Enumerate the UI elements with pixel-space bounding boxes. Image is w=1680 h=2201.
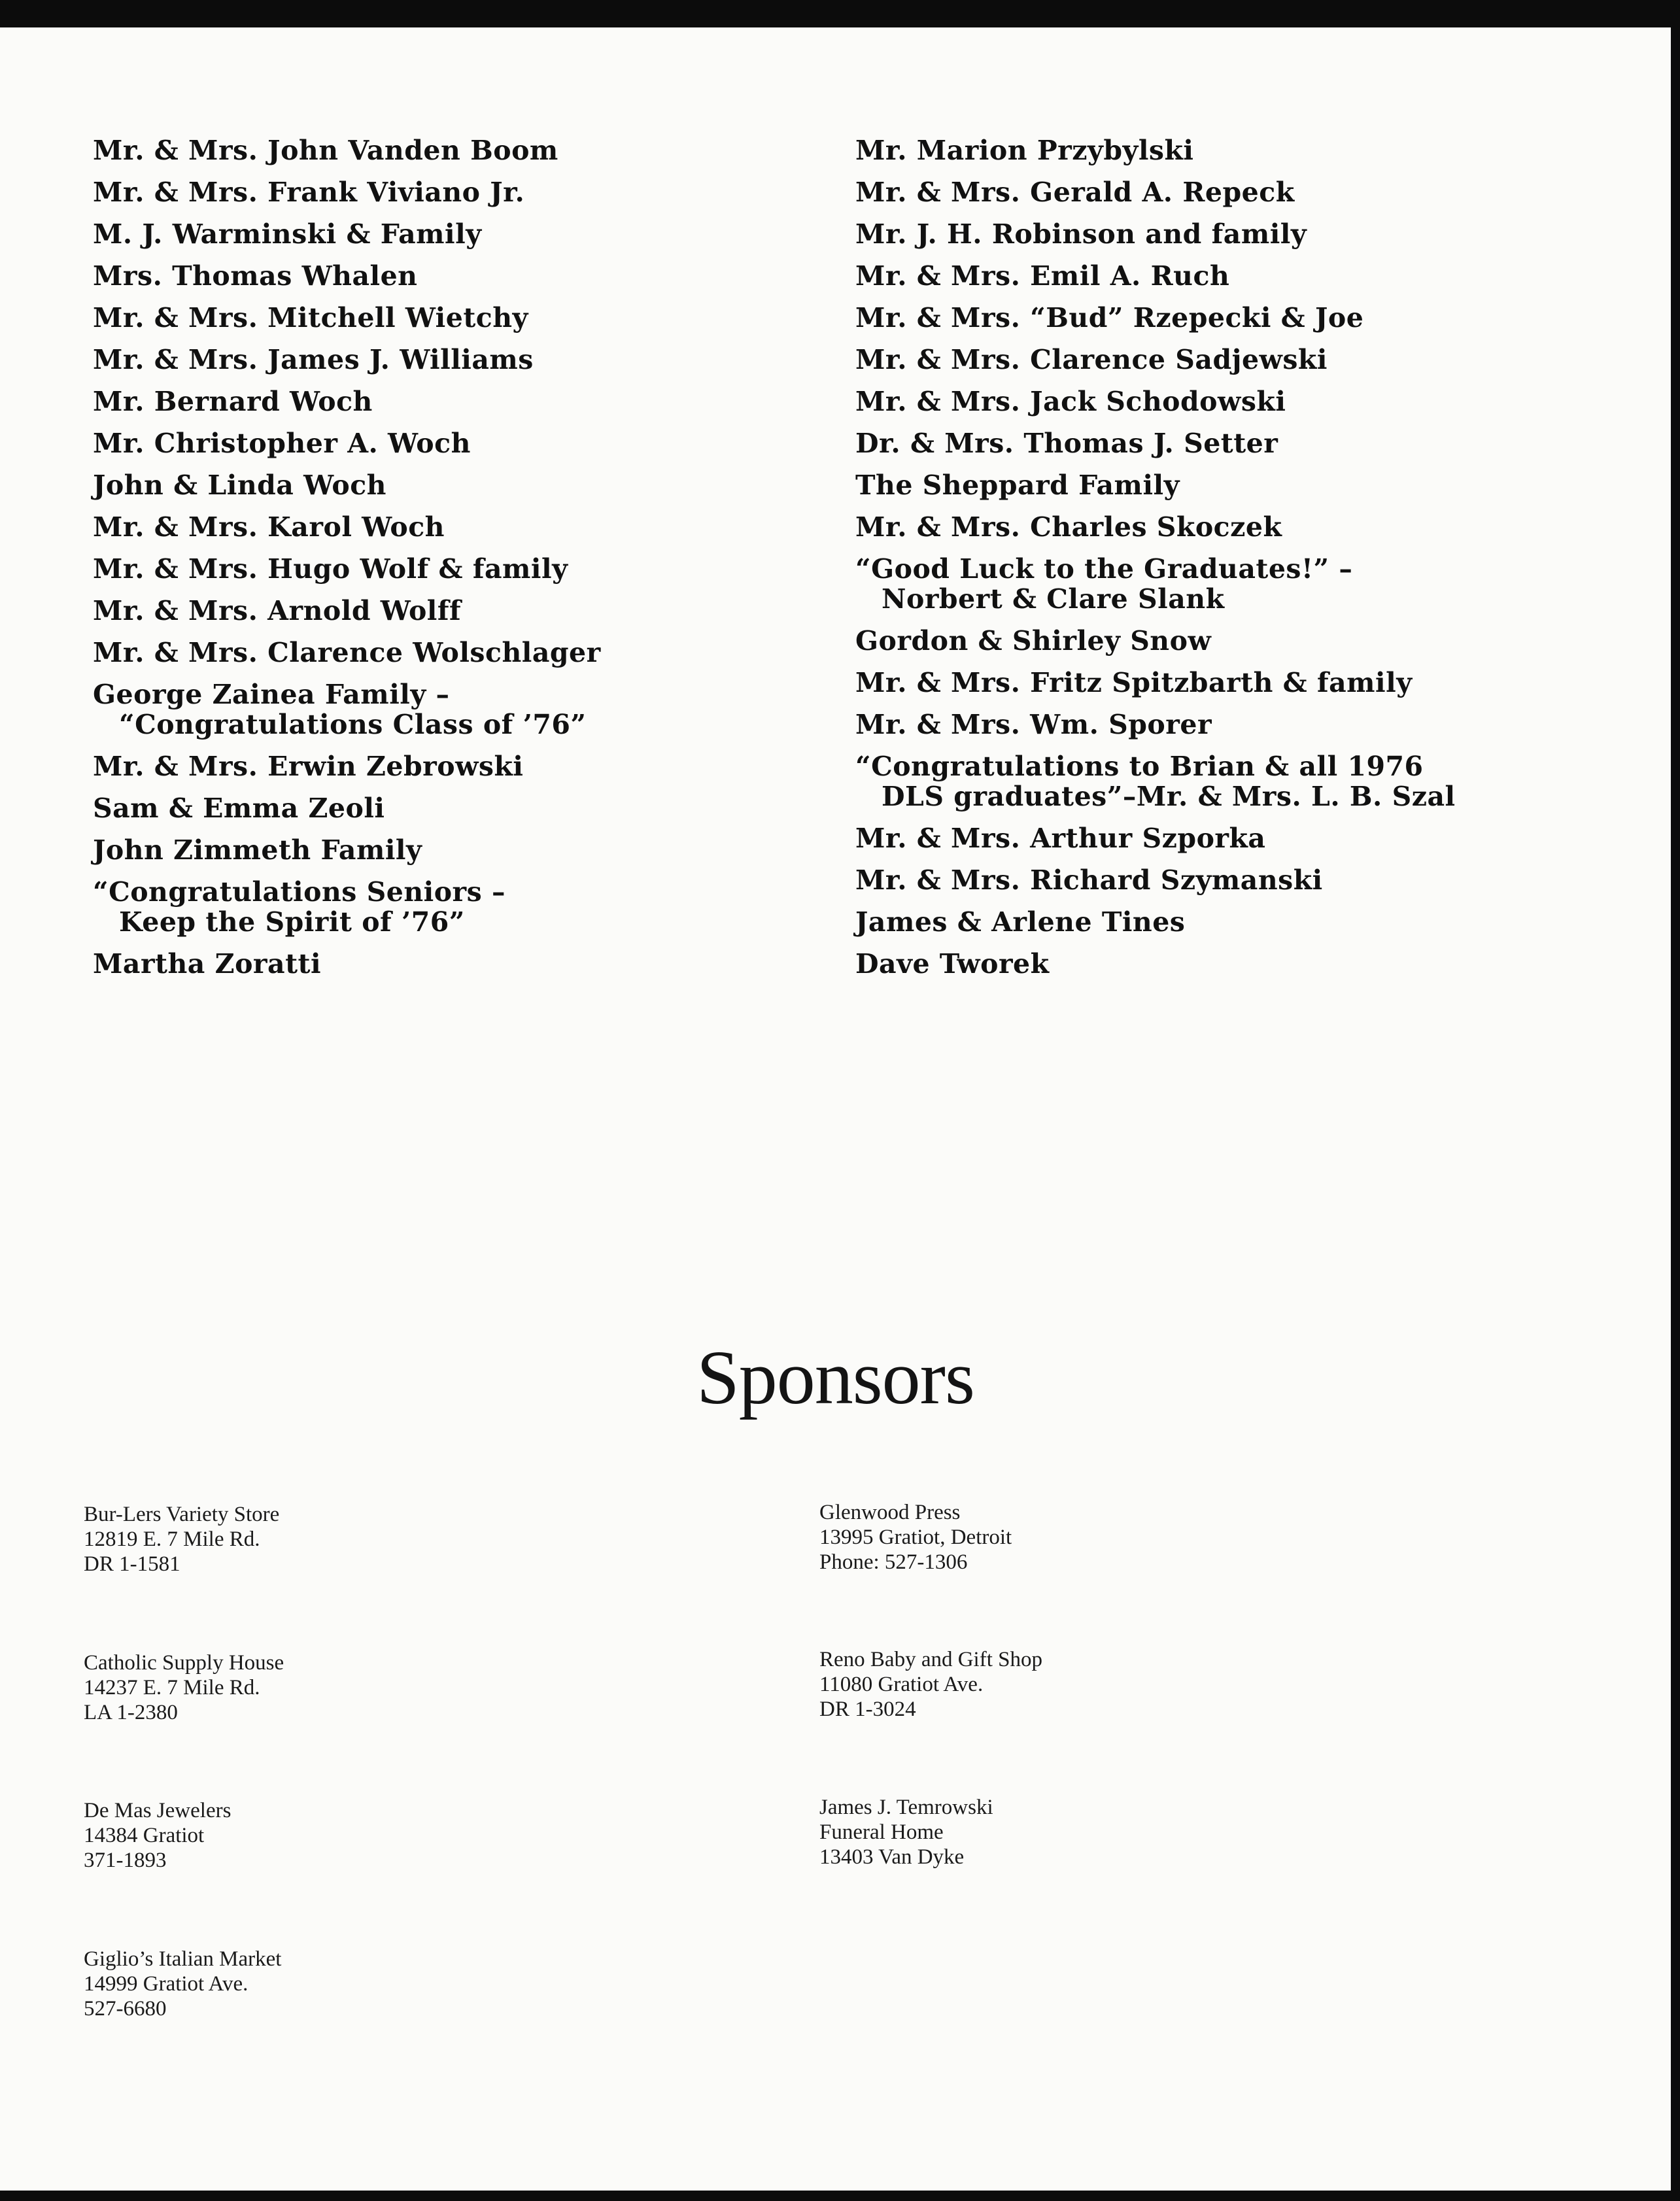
patron-entry: Mr. & Mrs. Fritz Spitzbarth & family bbox=[855, 667, 1413, 698]
patron-entry: Mr. & Mrs. Frank Viviano Jr. bbox=[93, 177, 525, 208]
patron-entry: Mr. Christopher A. Woch bbox=[93, 428, 471, 459]
patron-entry: Dave Tworek bbox=[855, 948, 1050, 980]
patron-entry: Mr. & Mrs. James J. Williams bbox=[93, 344, 534, 375]
sponsors-heading: Sponsors bbox=[696, 1335, 974, 1420]
sponsor-address: 14999 Gratiot Ave. bbox=[84, 1972, 249, 1996]
patron-entry: “Congratulations to Brian & all 1976 DLS graduates”–Mr. & Mrs. L. B. Szal bbox=[855, 751, 1456, 812]
sponsor-entry bbox=[819, 1500, 1012, 1575]
sponsor-entry bbox=[819, 1647, 1042, 1722]
patron-entry: Martha Zoratti bbox=[93, 948, 322, 980]
patron-list-left bbox=[93, 135, 845, 991]
patron-entry: Mr. & Mrs. Hugo Wolf & family bbox=[93, 553, 568, 585]
sponsor-entry bbox=[84, 1947, 281, 2021]
patron-entry: Mr. Marion Przybylski bbox=[855, 135, 1194, 166]
sponsor-entry bbox=[84, 1502, 279, 1577]
patron-entry: Mr. & Mrs. Wm. Sporer bbox=[855, 709, 1212, 740]
patron-entry: Mrs. Thomas Whalen bbox=[93, 260, 418, 292]
sponsor-phone: LA 1-2380 bbox=[84, 1701, 178, 1724]
sponsor-entry bbox=[819, 1795, 993, 1869]
patron-entry: John & Linda Woch bbox=[93, 469, 386, 501]
sponsor-name: Giglio’s Italian Market bbox=[84, 1947, 282, 1971]
patron-entry: James & Arlene Tines bbox=[855, 906, 1186, 938]
sponsor-phone: DR 1-1581 bbox=[84, 1552, 180, 1576]
patron-entry: “Congratulations Seniors – Keep the Spirit of ’76” bbox=[93, 876, 506, 938]
patron-list-right bbox=[855, 135, 1660, 991]
patron-entry: “Good Luck to the Graduates!” – Norbert & Clare Slank bbox=[855, 553, 1353, 615]
sponsor-phone: 371-1893 bbox=[84, 1849, 167, 1872]
sponsor-name: Glenwood Press bbox=[819, 1501, 961, 1524]
patron-entry: Mr. & Mrs. Erwin Zebrowski bbox=[93, 751, 524, 782]
patron-entry: Mr. & Mrs. John Vanden Boom bbox=[93, 135, 558, 166]
sponsor-phone: 527-6680 bbox=[84, 1997, 167, 2021]
patron-entry: Mr. & Mrs. Karol Woch bbox=[93, 511, 445, 543]
patron-entry: Dr. & Mrs. Thomas J. Setter bbox=[855, 428, 1278, 459]
sponsor-entry bbox=[84, 1798, 231, 1873]
sponsor-phone: 13403 Van Dyke bbox=[819, 1845, 965, 1869]
patron-entry: The Sheppard Family bbox=[855, 469, 1180, 501]
sponsor-name: Bur-Lers Variety Store bbox=[84, 1503, 280, 1526]
sponsor-address: 14384 Gratiot bbox=[84, 1824, 205, 1847]
patron-entry: Mr. J. H. Robinson and family bbox=[855, 218, 1307, 250]
patron-entry: Mr. & Mrs. Emil A. Ruch bbox=[855, 260, 1230, 292]
patron-entry: Mr. & Mrs. Mitchell Wietchy bbox=[93, 302, 528, 333]
sponsor-phone: Phone: 527-1306 bbox=[819, 1550, 968, 1574]
patron-entry: Mr. & Mrs. Clarence Wolschlager bbox=[93, 637, 601, 668]
patron-entry: Mr. & Mrs. “Bud” Rzepecki & Joe bbox=[855, 302, 1364, 333]
sponsor-address: 13995 Gratiot, Detroit bbox=[819, 1526, 1012, 1549]
sponsor-name: De Mas Jewelers bbox=[84, 1799, 231, 1822]
sponsor-name: Reno Baby and Gift Shop bbox=[819, 1648, 1042, 1671]
sponsor-phone: DR 1-3024 bbox=[819, 1698, 916, 1721]
patron-entry: Mr. & Mrs. Gerald A. Repeck bbox=[855, 177, 1295, 208]
patron-entry: Mr. & Mrs. Richard Szymanski bbox=[855, 864, 1323, 896]
patron-entry: Sam & Emma Zeoli bbox=[93, 793, 385, 824]
patron-entry: Mr. Bernard Woch bbox=[93, 386, 373, 417]
patron-entry: Mr. & Mrs. Arthur Szporka bbox=[855, 823, 1266, 854]
sponsor-name: Catholic Supply House bbox=[84, 1651, 284, 1675]
sponsor-address: Funeral Home bbox=[819, 1820, 944, 1844]
patron-entry: Gordon & Shirley Snow bbox=[855, 625, 1212, 657]
sponsor-address: 12819 E. 7 Mile Rd. bbox=[84, 1527, 260, 1551]
patron-entry: Mr. & Mrs. Jack Schodowski bbox=[855, 386, 1286, 417]
patron-entry: M. J. Warminski & Family bbox=[93, 218, 482, 250]
yearbook-page bbox=[0, 27, 1671, 2191]
sponsor-entry bbox=[84, 1650, 284, 1725]
patron-entry: Mr. & Mrs. Arnold Wolff bbox=[93, 595, 462, 626]
sponsor-address: 11080 Gratiot Ave. bbox=[819, 1673, 984, 1696]
patron-entry: Mr. & Mrs. Charles Skoczek bbox=[855, 511, 1282, 543]
sponsor-address: 14237 E. 7 Mile Rd. bbox=[84, 1676, 260, 1699]
patron-entry: John Zimmeth Family bbox=[93, 834, 422, 866]
patron-entry: Mr. & Mrs. Clarence Sadjewski bbox=[855, 344, 1328, 375]
patron-entry: George Zainea Family – “Congratulations Class of ’76” bbox=[93, 679, 587, 740]
patrons-section bbox=[0, 27, 1671, 1034]
sponsor-name: James J. Temrowski bbox=[819, 1796, 993, 1819]
